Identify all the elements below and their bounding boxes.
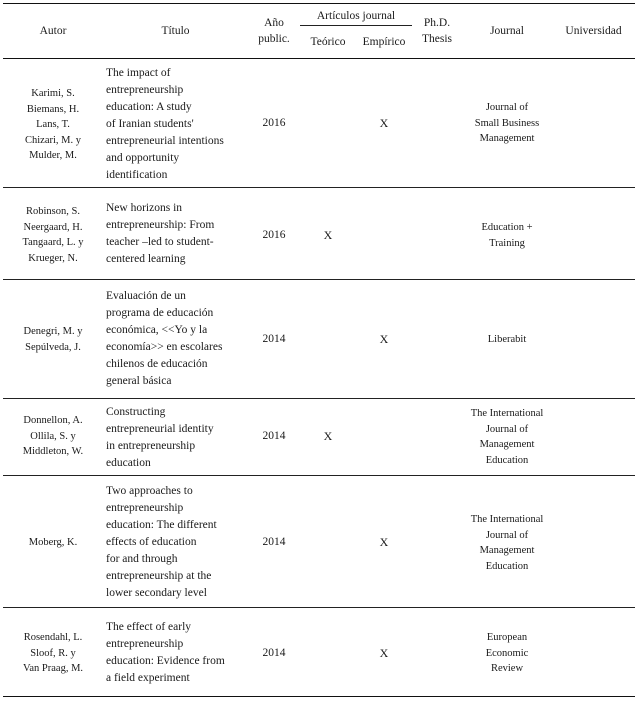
autor-line: Van Praag, M. (22, 663, 84, 674)
row2-teorico: X (323, 228, 333, 242)
titulo-line: general básica (106, 375, 172, 387)
row4-teorico: X (323, 429, 333, 443)
autor-line: Donnellon, A. (23, 415, 83, 426)
journal-line: Economic (485, 647, 529, 659)
titulo-line: económica, <<Yo y la (106, 324, 208, 336)
row5-empirico: X (379, 535, 389, 549)
row6-titulo (106, 619, 248, 687)
journal-line: Education + (481, 222, 533, 233)
table-bottom-rule (3, 696, 635, 697)
row6-empirico: X (379, 646, 389, 660)
row-divider (3, 279, 635, 280)
journal-line: Management (479, 545, 535, 556)
titulo-line: effects of education (106, 536, 197, 548)
titulo-line: and opportunity (106, 152, 180, 164)
row4-autor (3, 413, 103, 460)
header-phd-line2: Thesis (421, 33, 453, 45)
row3-autor (3, 324, 103, 355)
row5-journal (462, 512, 552, 574)
journal-line: European (486, 632, 528, 643)
header-articulos-rule (300, 25, 412, 26)
journal-line: Education (485, 454, 529, 466)
row3-anio: 2014 (262, 333, 286, 345)
row1-empirico: X (379, 116, 389, 130)
autor-line: Ollila, S. y (30, 430, 76, 442)
row1-autor (3, 86, 103, 164)
row6-journal (462, 630, 552, 677)
row4-titulo (106, 404, 248, 472)
row2-titulo (106, 200, 248, 268)
row2-autor (3, 204, 103, 266)
titulo-line: chilenos de educación (106, 358, 208, 370)
journal-line: Management (479, 133, 535, 144)
autor-line: Rosendahl, L. (23, 632, 83, 643)
titulo-line: education: A study (106, 101, 192, 113)
autor-line: Sepúlveda, J. (25, 341, 81, 353)
header-journal: Journal (490, 25, 524, 37)
row6-anio: 2014 (262, 647, 286, 659)
row-divider (3, 398, 635, 399)
autor-line: Middleton, W. (22, 446, 84, 457)
titulo-line: The impact of (106, 67, 171, 79)
row3-empirico: X (379, 332, 389, 346)
titulo-line: in entrepreneurship (106, 440, 196, 452)
autor-line: Lans, T. (36, 119, 70, 130)
titulo-line: entrepreneurship at the (106, 570, 212, 582)
titulo-line: Two approaches to (106, 485, 193, 497)
journal-line: Liberabit (487, 334, 527, 345)
titulo-line: Evaluación de un (106, 290, 186, 302)
titulo-line: entrepreneurship (106, 638, 184, 650)
header-anio-line1: Año (264, 17, 284, 29)
titulo-line: entrepreneurship (106, 502, 184, 514)
autor-line: Krueger, N. (28, 252, 78, 264)
journal-line: Journal of (485, 102, 529, 113)
autor-line: Tangaard, L. y (22, 237, 84, 248)
journal-line: Journal of (485, 423, 529, 435)
row2-journal (462, 220, 552, 251)
journal-line: The International (470, 514, 544, 525)
titulo-line: entrepreneurship (106, 84, 184, 96)
journal-line: Training (489, 237, 525, 249)
row5-autor (3, 535, 103, 551)
titulo-line: identification (106, 169, 168, 181)
header-articulos: Artículos journal (316, 10, 396, 22)
autor-line: Robinson, S. (26, 206, 80, 217)
titulo-line: education: The different (106, 519, 217, 531)
header-anio (248, 15, 300, 47)
titulo-line: education (106, 457, 151, 469)
autor-line: Denegri, M. y (23, 326, 83, 337)
header-phd (412, 15, 462, 47)
journal-line: Review (490, 663, 524, 674)
row5-titulo (106, 483, 248, 602)
titulo-line: a field experiment (106, 672, 190, 684)
header-universidad: Universidad (565, 25, 622, 37)
row-divider (3, 607, 635, 608)
titulo-line: entrepreneurship: From (106, 219, 215, 231)
titulo-line: entrepreneurial identity (106, 423, 214, 435)
header-bottom-rule (3, 58, 635, 59)
titulo-line: programa de educación (106, 307, 214, 319)
row1-anio: 2016 (262, 117, 286, 129)
titulo-line: Constructing (106, 406, 166, 418)
titulo-line: entrepreneurial intentions (106, 135, 224, 147)
row5-anio: 2014 (262, 536, 286, 548)
header-autor: Autor (39, 25, 67, 37)
autor-line: Neergaard, H. (23, 221, 83, 233)
autor-line: Chizari, M. y (25, 134, 81, 146)
autor-line: Moberg, K. (28, 537, 78, 548)
row-divider (3, 187, 635, 188)
titulo-line: The effect of early (106, 621, 192, 633)
autor-line: Sloof, R. y (30, 647, 76, 659)
header-teorico: Teórico (310, 36, 346, 48)
journal-line: Education (485, 560, 529, 572)
journal-line: Management (479, 439, 535, 450)
journal-line: The International (470, 408, 544, 419)
titulo-line: lower secondary level (106, 587, 207, 599)
row1-journal (462, 100, 552, 147)
autor-line: Biemans, H. (26, 103, 80, 115)
row6-autor (3, 630, 103, 677)
journal-line: Journal of (485, 529, 529, 541)
titulo-line: New horizons in (106, 202, 183, 214)
header-anio-line2: public. (258, 33, 290, 45)
titulo-line: economía>> en escolares (106, 341, 223, 353)
titulo-line: of Iranian students' (106, 118, 194, 130)
row4-anio: 2014 (262, 430, 286, 442)
autor-line: Mulder, M. (29, 150, 77, 161)
titulo-line: teacher –led to student- (106, 236, 214, 248)
header-empirico: Empírico (362, 36, 406, 48)
row3-journal (462, 332, 552, 348)
titulo-line: education: Evidence from (106, 655, 225, 667)
titulo-line: for and through (106, 553, 178, 565)
row-divider (3, 475, 635, 476)
table-top-rule (3, 3, 635, 4)
row3-titulo (106, 288, 248, 390)
autor-line: Karimi, S. (31, 88, 75, 99)
journal-line: Small Business (474, 117, 540, 129)
row1-titulo (106, 65, 248, 184)
row4-journal (462, 406, 552, 468)
header-titulo: Título (161, 25, 190, 37)
titulo-line: centered learning (106, 253, 186, 265)
header-phd-line1: Ph.D. (423, 17, 451, 29)
row2-anio: 2016 (262, 229, 286, 241)
